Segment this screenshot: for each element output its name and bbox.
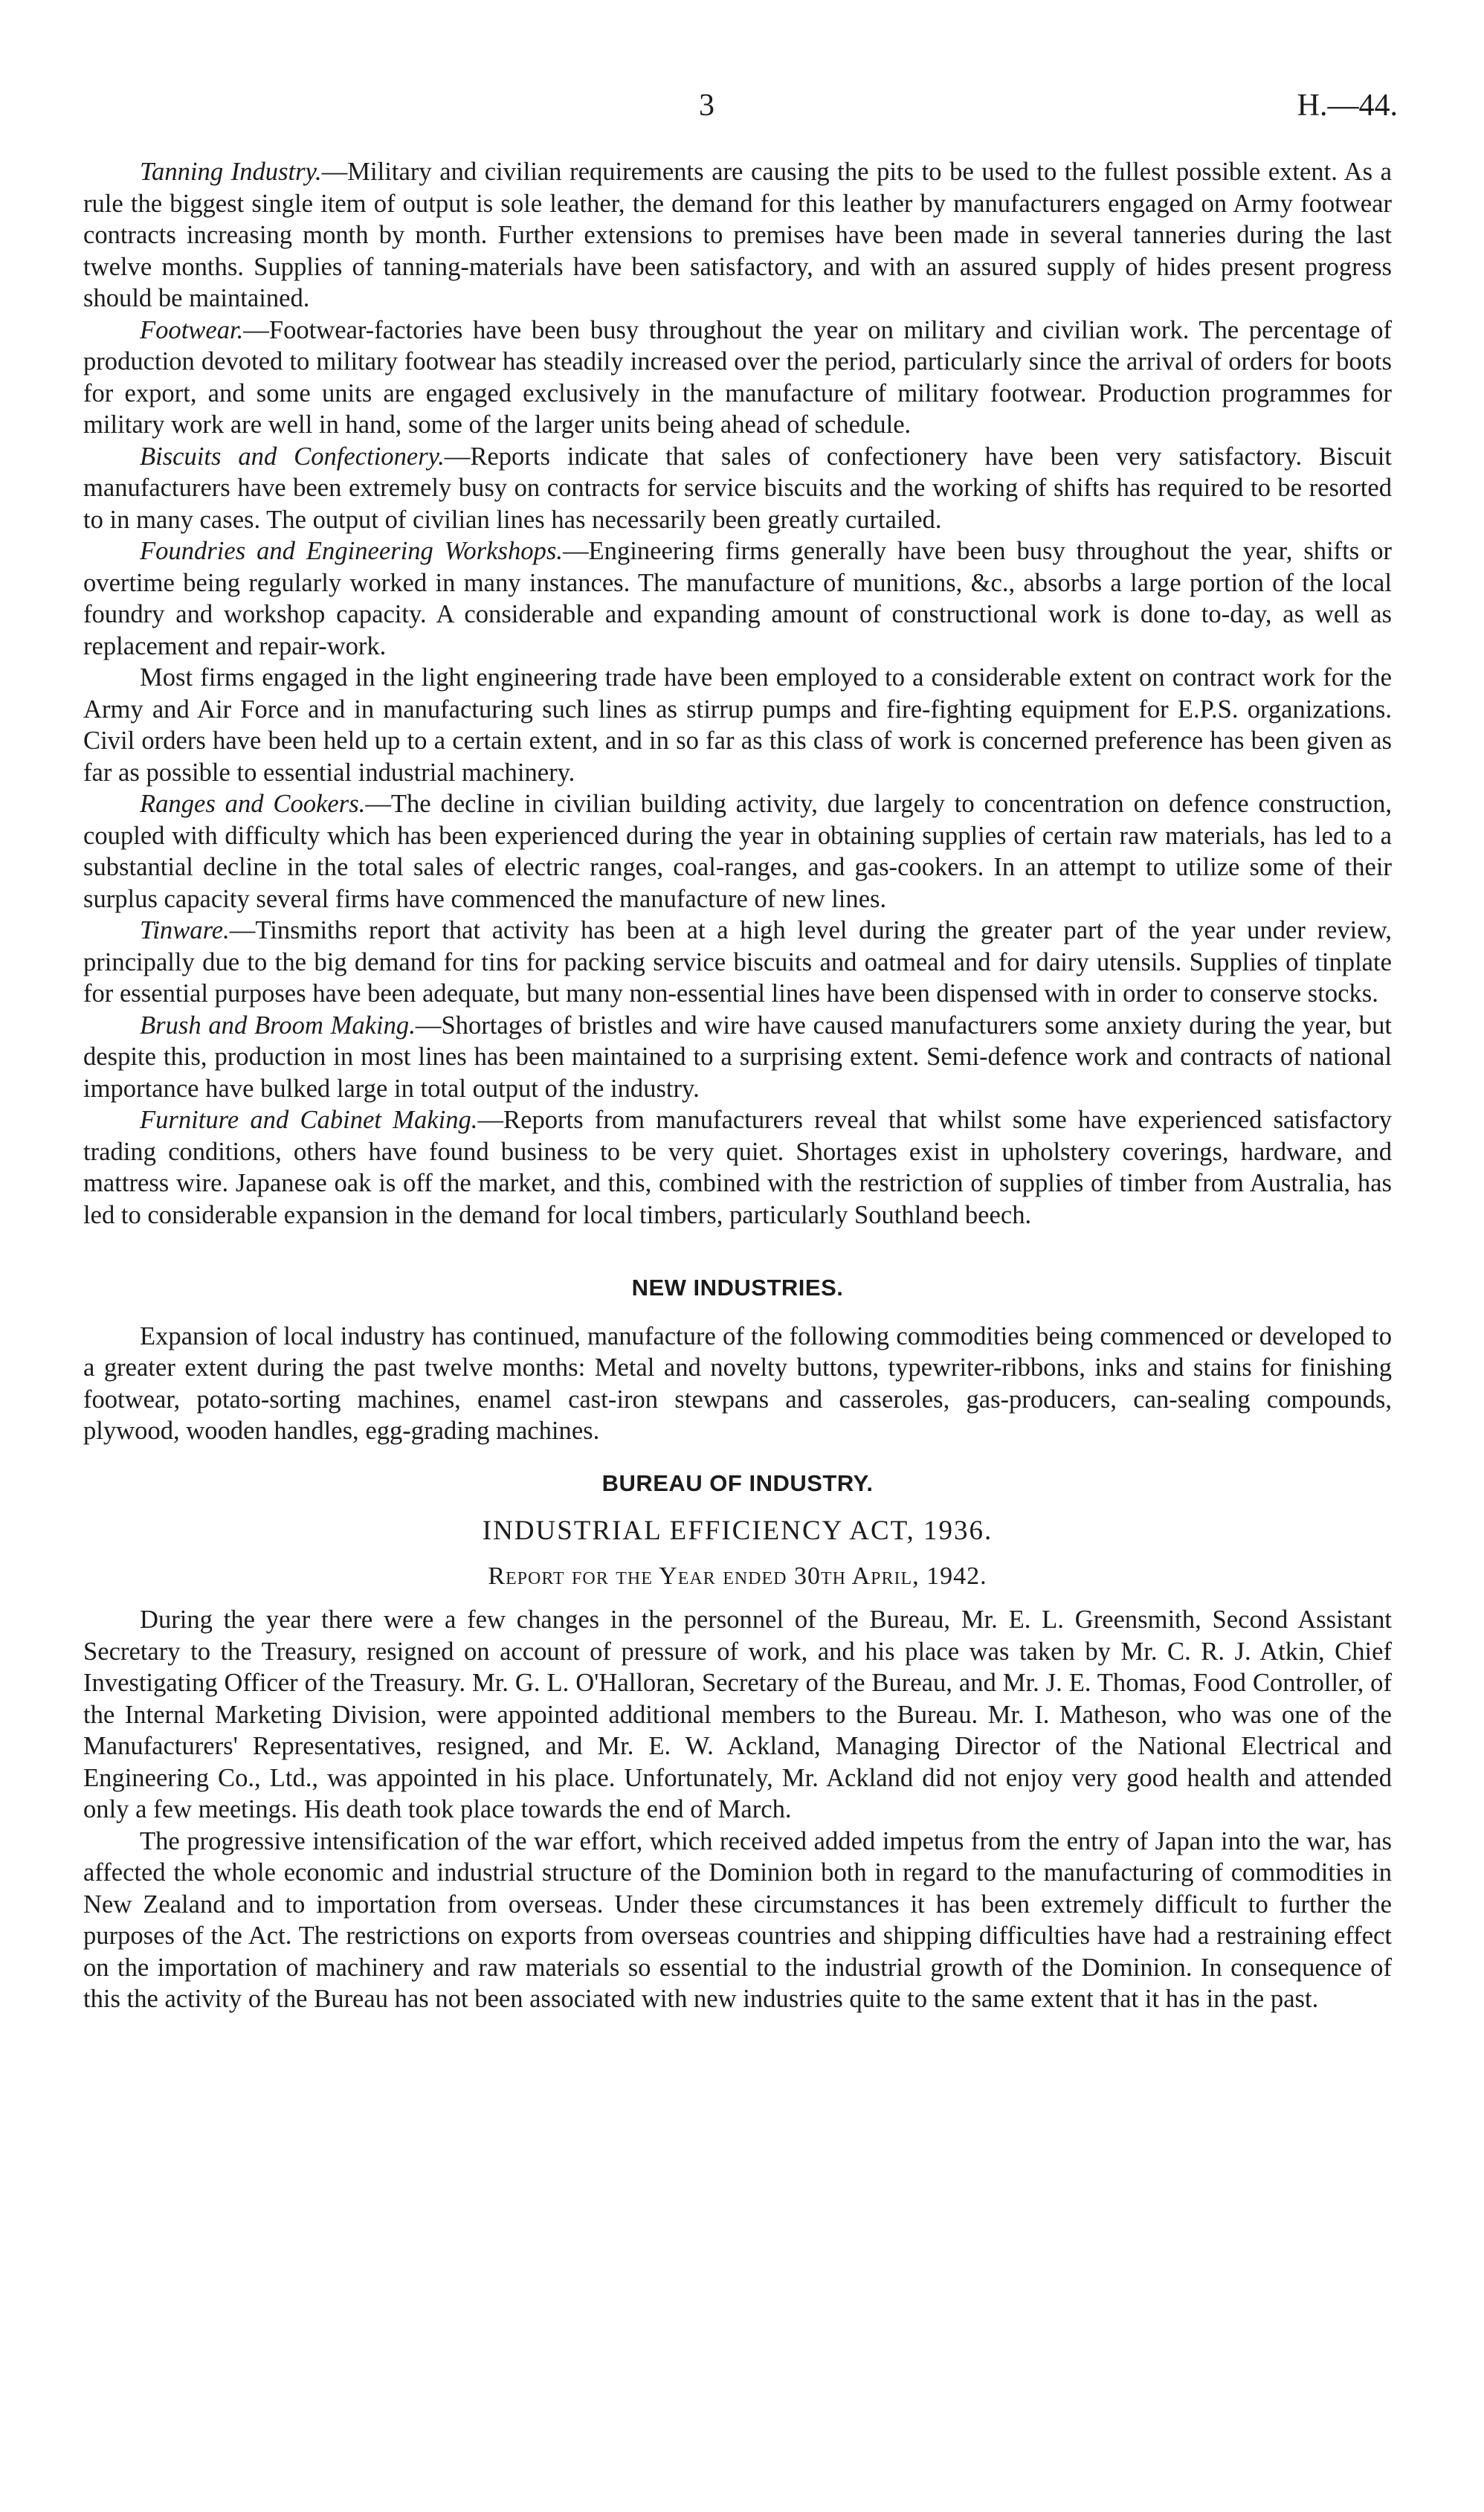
paragraph-text: —The decline in civilian building activity, due largely to concentration on defence construction, coupled with difficulty which has been experienced during the year in obtaining supplies of certain raw materials, has led to a substantial decline in the total sales of electric ranges, coal-ranges, and gas-cookers. In an attempt to utilize some of their surplus capacity several firms have commenced the manufacture of new lines. — [83, 790, 1392, 913]
paragraph-biscuits-confectionery — [83, 441, 1392, 536]
paragraph-heading: Footwear. — [140, 315, 244, 344]
paragraph-heading: Tinware. — [140, 916, 230, 944]
paragraph-ranges-cookers — [83, 788, 1392, 915]
paragraph-text: During the year there were a few changes in the personnel of the Bureau, Mr. E. L. Greensmith, Second Assistant Secretary to the Treasury, resigned on account of pressure of work, and his place was taken by Mr. C. R. J. Atkin, Chief Investigating Officer of the Treasury. Mr. G. L. O'Halloran, Secretary of the Bureau, and Mr. J. E. Thomas, Food Controller, of the Internal Marketing Division, were appointed additional members to the Bureau. Mr. I. Matheson, who was one of the Manufacturers' Representatives, resigned, and Mr. E. W. Ackland, Managing Director of the National Electrical and Engineering Co., Ltd., was appointed in his place. Unfortunately, Mr. Ackland did not enjoy very good health and attended only a few meetings. His death took place towards the end of March. — [83, 1606, 1392, 1823]
paragraph-text: —Military and civilian requirements are causing the pits to be used to the fullest possible extent. As a rule the biggest single item of output is sole leather, the demand for this leather by manufacturers engaged on Army footwear contracts increasing month by month. Further extensions to premises have been made in several tanneries during the last twelve months. Supplies of tanning-materials have been satisfactory, and with an assured supply of hides present progress should be maintained. — [83, 158, 1392, 312]
paragraph-new-industries — [83, 1321, 1392, 1447]
report-title: Report for the Year ended 30th April, 1942. — [488, 1562, 987, 1590]
paragraph-text: —Shortages of bristles and wire have caused manufacturers some anxiety during the year, but despite this, production in most lines has been maintained to a surprising extent. Semi-defence work and contracts of national importance have bulked large in total output of the industry. — [83, 1011, 1392, 1103]
paragraph-furniture-cabinet — [83, 1104, 1392, 1231]
paragraph-light-engineering — [83, 662, 1392, 788]
paragraph-tinware — [83, 915, 1392, 1010]
paragraph-bureau-personnel — [83, 1604, 1392, 1826]
paragraph-heading: Biscuits and Confectionery. — [140, 442, 445, 471]
paragraph-foundries-engineering — [83, 535, 1392, 662]
bureau-heading: BUREAU OF INDUSTRY. — [601, 1469, 874, 1496]
paragraph-text: The progressive intensification of the war effort, which received added impetus from the entry of Japan into the war, has affected the whole economic and industrial structure of the Dominion both in regard to the manufacturing of commodities in New Zealand and to importation from overseas. Under these circumstances it has been extremely difficult to further the purposes of the Act. The restrictions on exports from overseas countries and shipping difficulties have had a restraining effect on the importation of machinery and raw materials so essential to the industrial growth of the Dominion. In consequence of this the activity of the Bureau has not been associated with new industries quite to the same extent that it has in the past. — [83, 1826, 1392, 2013]
body-text — [83, 156, 1392, 2015]
paragraph-text: Expansion of local industry has continued, manufacture of the following commodities being commenced or developed to a greater extent during the past twelve months: Metal and novelty buttons, typewriter-ribbons, inks and stains for finishing footwear, potato-sorting machines, enamel cast-iron stewpans and casseroles, gas-producers, can-sealing compounds, plywood, wooden handles, egg-grading machines. — [83, 1321, 1392, 1445]
act-title: INDUSTRIAL EFFICIENCY ACT, 1936. — [482, 1516, 993, 1546]
paragraph-bureau-war-effort — [83, 1826, 1392, 2015]
paragraph-text: —Engineering firms generally have been busy throughout the year, shifts or overtime being regularly worked in many instances. The manufacture of munitions, &c., absorbs a large portion of the local foundry and workshop capacity. A considerable and expanding amount of constructional work is done to-day, as well as replacement and repair-work. — [83, 537, 1393, 660]
new-industries-heading: NEW INDUSTRIES. — [631, 1275, 844, 1301]
paragraph-footwear — [83, 315, 1392, 441]
paragraph-heading: Furniture and Cabinet Making. — [140, 1106, 478, 1134]
paragraph-brush-broom — [83, 1010, 1392, 1105]
paragraph-text: —Reports indicate that sales of confectionery have been very satisfactory. Biscuit manufacturers have been extremely busy on contracts for service biscuits and the working of shifts has required to be resorted to in many cases. The output of civilian lines has necessarily been greatly curtailed. — [83, 442, 1392, 534]
paragraph-heading: Tanning Industry. — [140, 158, 322, 186]
paragraph-tanning-industry — [83, 156, 1392, 315]
page-number: 3 — [699, 88, 714, 123]
paragraph-heading: Foundries and Engineering Workshops. — [140, 537, 563, 565]
paragraph-text: Most firms engaged in the light engineering trade have been employed to a considerable extent on contract work for the Army and Air Force and in manufacturing such lines as stirrup pumps and fire-fighting equipment for E.P.S. organizations. Civil orders have been held up to a certain extent, and in so far as this class of work is concerned preference has been given as far as possible to essential industrial machinery. — [83, 663, 1392, 787]
paragraph-text: —Tinsmiths report that activity has been at a high level during the greater part of the year under review, principally due to the big demand for tins for packing service biscuits and oatmeal and for dairy utensils. Supplies of tinplate for essential purposes have been adequate, but many non-essential lines have been dispensed with in order to conserve stocks. — [83, 916, 1392, 1008]
paragraph-heading: Ranges and Cookers. — [140, 790, 366, 818]
paragraph-text: —Footwear-factories have been busy throughout the year on military and civilian work. The percentage of production devoted to military footwear has steadily increased over the period, particularly since the arrival of orders for boots for export, and some units are engaged exclusively in the manufacture of military footwear. Production programmes for military work are well in hand, some of the larger units being ahead of schedule. — [83, 315, 1392, 439]
document-reference: H.—44. — [1297, 88, 1398, 123]
paragraph-heading: Brush and Broom Making. — [140, 1011, 416, 1040]
paragraph-text: —Reports from manufacturers reveal that whilst some have experienced satisfactory trading conditions, others have found business to be very quiet. Shortages exist in upholstery coverings, hardware, and mattress wire. Japanese oak is off the market, and this, combined with the restriction of supplies of timber from Australia, has led to considerable expansion in the demand for local timbers, particularly Southland beech. — [83, 1106, 1392, 1229]
